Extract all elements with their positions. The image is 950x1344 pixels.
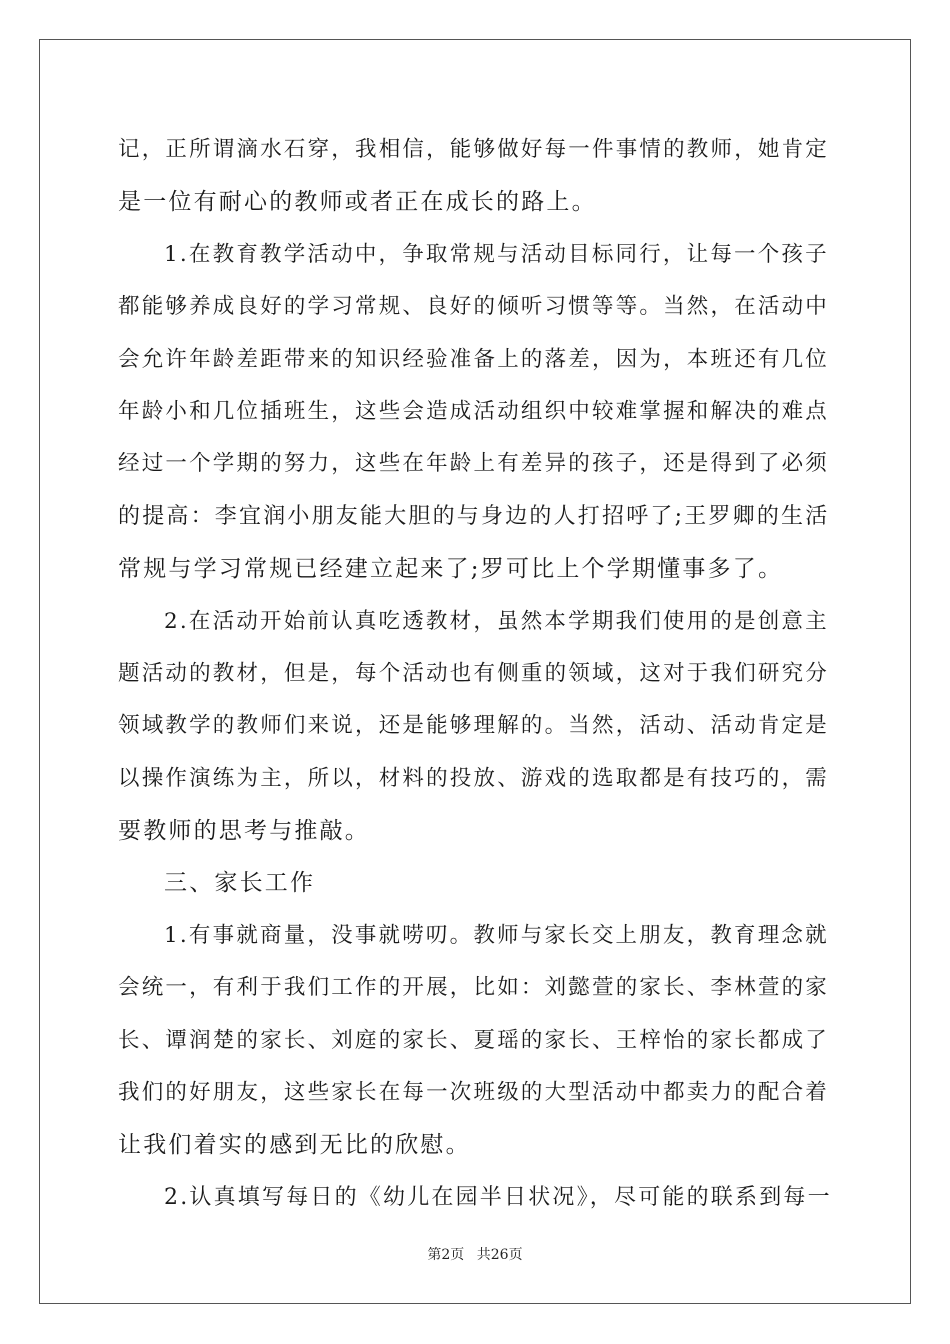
text-line: 年龄小和几位插班生，这些会造成活动组织中较难掌握和解决的难点 xyxy=(118,398,830,424)
page-total: 共26页 xyxy=(476,1247,523,1263)
page-number: 第2页 xyxy=(427,1247,465,1263)
text-line: 都能够养成良好的学习常规、良好的倾听习惯等等。当然，在活动中 xyxy=(118,294,830,320)
text-line: 会统一，有利于我们工作的开展，比如：刘懿萱的家长、李林萱的家 xyxy=(118,975,830,1001)
page-footer xyxy=(0,1244,950,1264)
text-line: 经过一个学期的努力，这些在年龄上有差异的孩子，还是得到了必须 xyxy=(118,451,830,477)
text-line: 让我们着实的感到无比的欣慰。 xyxy=(118,1132,471,1159)
text-line: 以操作演练为主，所以，材料的投放、游戏的选取都是有技巧的，需 xyxy=(118,765,830,791)
text-line: 的提高：李宜润小朋友能大胆的与身边的人打招呼了;王罗卿的生活 xyxy=(118,503,830,529)
text-line: 1.在教育教学活动中，争取常规与活动目标同行，让每一个孩子 xyxy=(164,241,829,267)
text-line: 三、家长工作 xyxy=(164,870,316,897)
text-line: 常规与学习常规已经建立起来了;罗可比上个学期懂事多了。 xyxy=(118,556,784,583)
text-line: 我们的好朋友，这些家长在每一次班级的大型活动中都卖力的配合着 xyxy=(118,1080,830,1106)
text-line: 题活动的教材，但是，每个活动也有侧重的领域，这对于我们研究分 xyxy=(118,660,830,686)
text-line: 2.认真填写每日的《幼儿在园半日状况》，尽可能的联系到每一 xyxy=(164,1184,832,1210)
text-line: 要教师的思考与推敲。 xyxy=(118,818,370,845)
text-line: 长、谭润楚的家长、刘庭的家长、夏瑶的家长、王梓怡的家长都成了 xyxy=(118,1027,830,1053)
document-body xyxy=(118,124,834,1224)
text-line: 领域教学的教师们来说，还是能够理解的。当然，活动、活动肯定是 xyxy=(118,713,830,739)
text-line: 是一位有耐心的教师或者正在成长的路上。 xyxy=(118,189,597,216)
text-line: 1.有事就商量，没事就唠叨。教师与家长交上朋友，教育理念就 xyxy=(164,922,829,948)
text-line: 会允许年龄差距带来的知识经验准备上的落差，因为，本班还有几位 xyxy=(118,346,830,372)
text-line: 记，正所谓滴水石穿，我相信，能够做好每一件事情的教师，她肯定 xyxy=(118,137,830,162)
text-line: 2.在活动开始前认真吃透教材，虽然本学期我们使用的是创意主 xyxy=(164,608,829,634)
